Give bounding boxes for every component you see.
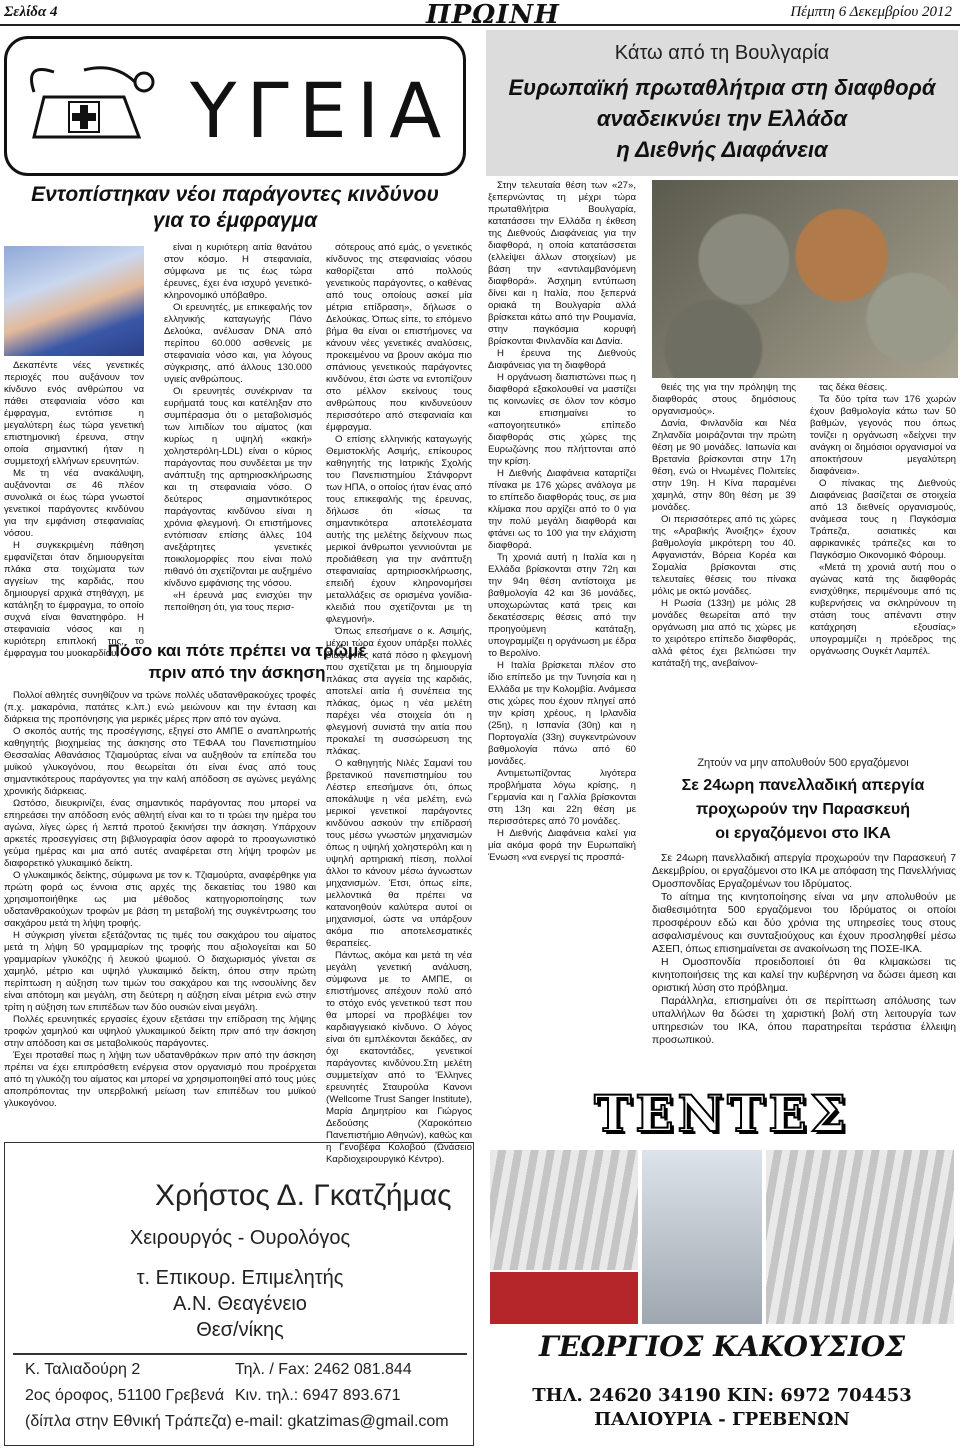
paragraph: Η Ομοσπονδία προειδοποιεί ότι θα κλιμακώσει τις κινητοποιήσεις της και καλεί την κυβέρνηση να δώσει άμεση και οριστική λύση στο πρόβλημα. — [652, 957, 956, 994]
article4-headline-line1: Σε 24ωρη πανελλαδική απεργία — [681, 777, 925, 794]
article4-headline — [650, 774, 956, 846]
paragraph: είναι η κυριότερη αιτία θανάτου στον κόσμο. Η στεφανιαία, σύμφωνα με τις έως τώρα έρευνες, έχει ένα ισχυρό γενετικό-κληρονομικό υπόβαθρο. — [164, 242, 312, 301]
awnings-title: ΤΕΝΤΕΣ — [594, 1084, 850, 1143]
paragraph: Η Διεθνής Διαφάνεια καταρτίζει πίνακα με 176 χώρες ανάλογα με το επίπεδο διαφθοράς τους, σε μια κλίμακα που αρχίζει από το 0 για την πολύ μεγάλη διαφθορά και φτάνει ως το 100 για την ελάχιστη διαφθορά. — [488, 468, 636, 551]
article3-column1 — [488, 180, 636, 1070]
awning-photo-3 — [642, 1150, 762, 1324]
paragraph: Δανία, Φινλανδία και Νέα Ζηλανδία μοιράζονται την πρώτη θέση με 90 μονάδες. Ιαπωνία και Βρετανία βρίσκονται στην 17η θέση, ενώ οι Ηνωμένες Πολιτείες στην 19η. Η Κίνα παραμένει χαμηλά, στην 80η θέση με 39 μονάδες. — [652, 418, 796, 513]
article2-headline-line2: πριν από την άσκηση — [148, 663, 326, 682]
article1-headline-line1: Εντοπίστηκαν νέοι παράγοντες κινδύνου — [31, 183, 439, 206]
masthead: ΠΡΩΙΝΗ — [426, 0, 560, 30]
article3-subtitle: Κάτω από τη Βουλγαρία — [614, 42, 830, 64]
article1-photo — [4, 246, 144, 356]
article3-column2 — [652, 382, 796, 752]
doctor-address-line2: 2ος όροφος, 51100 Γρεβενά — [25, 1387, 225, 1404]
paragraph: θειές της για την πρόληψη της διαφθοράς στους δημόσιους οργανισμούς». — [652, 382, 796, 417]
paragraph: Οι περισσότερες από τις χώρες της «Αραβικής Άνοιξης» έχουν βαθμολογία μικρότερη του 40. Αφγανιστάν, Βόρεια Κορέα και Σομαλία βρίσκονται στις τελευταίες θέσεις του πίνακα μόλις με οκτώ μονάδες. — [652, 514, 796, 597]
paragraph: Πολλοί αθλητές συνηθίζουν να τρώνε πολλές υδατανθρακούχες τροφές (π.χ. μακαρόνια, πατάτες κ.λπ.) ενώ μειώνουν και την ένταση και διάρκεια της προπόνησης για μερικές μέρες πριν από τον αγώνα. — [4, 690, 316, 725]
paragraph: Ο καθηγητής Νιλές Σαμανί του βρετανικού πανεπιστημίου του Λέστερ επεσήμανε ότι, όπως αποκάλυψε η νέα μελέτη, ενώ μερικοί γενετικοί παράγοντες κινδύνου ασκούν την επίδρασή τους μέσω γνωστών μηχανισμών όπως η υψηλή χοληστερόλη και η υψηλή αρτηριακή πίεση, πολλοί άλλοι το κάνουν μέσω άγνωστων μηχανισμών. Έτσι, όπως είπε, μελλοντικά θα πρέπει να κατανοηθούν καλύτερα αυτοί οι μηχανισμοί, ώστε να υπάρξουν ακόμα πιο αποτελεσματικές θεραπείες. — [326, 758, 472, 949]
doctor-specialty: Χειρουργός - Ουρολόγος — [129, 1227, 351, 1249]
paragraph: Η οργάνωση διαπιστώνει πως η διαφθορά εξακολουθεί να μαστίζει τις κοινωνίες σε όλον τον κόσμο και επισημαίνει το «απογοητευτικό» επίπεδο διαφθοράς στις χώρες της Ευρωζώνης που πλήττονται από την κρίση. — [488, 372, 636, 467]
awnings-contact — [486, 1384, 958, 1432]
paragraph: Η έρευνα της Διεθνούς Διαφάνειας για τη διαφθορά — [488, 348, 636, 371]
paragraph: Στην τελευταία θέση των «27», ξεπερνώντας τη μέχρι τώρα πρωταθλήτρια Βουλγαρία, κατατάσσει την Ελλάδα η έκθεση της Διεθνούς Διαφάνειας για την διαφθορά, η οποία κατατάσσεται (ελλείψει άλλων στοιχείων) με βάση την «αντιλαμβανόμενη διαφθορά». Άσχημη εντύπωση δίνει και η Ιταλία, που ξεπερνά οριακά τη Βουλγαρία αλλά βρίσκεται κάτω από την Ρουμανία, στην παγκόσμια κορυφή βρίσκονται Φινλανδία και Δανία. — [488, 180, 636, 347]
medical-bag-icon — [14, 42, 164, 162]
page-number: Σελίδα 4 — [4, 4, 58, 20]
article1-column2 — [164, 242, 312, 630]
awning-photo-1 — [490, 1150, 638, 1270]
awnings-phones: ΤΗΛ. 24620 34190 ΚΙΝ: 6972 704453 — [532, 1385, 912, 1406]
awnings-location: ΠΑΛΙΟΥΡΙΑ - ΓΡΕΒΕΝΩΝ — [594, 1409, 850, 1430]
paragraph: Ο πίνακας της Διεθνούς Διαφάνειας βασίζεται σε στοιχεία από 13 διεθνείς οργανισμούς, ανάμεσα τους η Παγκόσμια Τράπεζα, ασιατικές και αφρικανικές τράπεζες και το Παγκόσμιο Οικονομικό Φόρουμ. — [810, 478, 956, 561]
article2-headline — [4, 640, 470, 684]
paragraph: Οι ερευνητές, με επικεφαλής τον ελληνικής καταγωγής Πάνο Δελούκα, ανέλυσαν DNA από περίπου 60.000 ασθενείς με στεφανιαία νόσο και, για λόγους σύγκρισης, από άλλους 130.000 υγιείς ανθρώπους. — [164, 302, 312, 385]
paragraph: Η σύγκριση γίνεται εξετάζοντας τις τιμές του σακχάρου του αίματος μετά τη λήψη 50 γραμμαρίων της τροφής που αξιολογείται και 50 γραμμαρίων γλυκόζης ή λευκού ψωμιού. Ο διαχωρισμός γίνεται σε χαμηλό, μέτριο και υψηλό γλυκαιμικό δείκτη, όπου στην πρώτη περίπτωση η αύξηση των τιμών του σακχάρου και της ινσουλίνης δεν είναι απότομη και μεγάλη, στη δεύτερη η αύξηση είναι μέτρια ενώ στην τρίτη η αύξηση των επιπέδων των δύο ουσιών είναι μεγάλη. — [4, 930, 316, 1013]
paragraph: «Μετά τη χρονιά αυτή που ο αγώνας κατά της διαφθοράς ενισχύθηκε, περιμένουμε από τις κυβερνήσεις να σκληρύνουν τη στάση τους απέναντι στην κατάχρηση εξουσίας» υπογραμμίζει η πρόεδρος της οργάνωσης Ουγκέτ Λαμπέλ. — [810, 562, 956, 657]
awnings-owner: ΓΕΩΡΓΙΟΣ ΚΑΚΟΥΣΙΟΣ — [539, 1330, 905, 1363]
paragraph: Πολλές ερευνητικές εργασίες έχουν εξετάσει την επίδραση της λήψης τροφών χαμηλού και υψηλού γλυκαιμικού δείκτη πριν από την άσκηση στην απόδοση και σε μεταβολικούς παράγοντες. — [4, 1014, 316, 1049]
paragraph: Ωστόσο, διευκρινίζει, ένας σημαντικός παράγοντας που μπορεί να επηρεάσει την απόδοση ενός αθλητή είναι και το τι τρώει την ημέρα του αγώνα, λίγες ώρες ή λεπτά προτού ξεκινήσει την άσκηση. Υπάρχουν αρκετές προσεγγίσεις στη βιβλιογραφία όσον αφορά το προαγωνιστικό γεύμα ημέρας και μια από αυτές αναφέρεται στη λήψη τροφών με διαφορετικό γλυκαιμικό δείκτη. — [4, 798, 316, 869]
article1-headline-line2: για το έμφραγμα — [152, 209, 318, 232]
paragraph: Πάντως, ακόμα και μετά τη νέα μεγάλη γενετική ανάλυση, σύμφωνα με το ΑΜΠΕ, οι επιστήμονες απέχουν πολύ από το στόχο ενός γενετικού τεστ που θα μπορεί να προβλέψει τον καρδιαγγειακό κίνδυνο. Ο λόγος είναι ότι εμπλέκονται δεκάδες, αν όχι εκατοντάδες, γενετικοί παράγοντες κινδύνου.Στη μελέτη συμμετείχαν από το 'Ελληνες ερευνητές Σταυρούλα Κανονι (Wellcome Trust Sanger Institute), Μαρία Δημητρίου και Γιώργος Δεδούσης (Χαροκόπειο Πανεπιστήμιο Αθηνών), καθώς και η Γενοβέφα Κολοβού (Ωνάσειο Καρδιοχειρουργικό Κέντρο). — [326, 950, 472, 1165]
doctor-ad — [4, 1142, 474, 1446]
article2-headline-line1: Πόσο και πότε πρέπει να τρώμε — [107, 641, 367, 660]
paragraph: Ο επίσης ελληνικής καταγωγής Θεμιστοκλής Ασιμής, επίκουρος καθηγητής της Ιατρικής Σχολής του Πανεπιστημίου Στάνφορντ των ΗΠΑ, ο οποίος ήταν ένας από τους επικεφαλής της έρευνας, δήλωσε ότι «ίσως τα σημαντικότερα αποτελέσματα αυτής της μελέτης δείχνουν πως μερικοί άνθρωποι γεννιούνται με προδιάθεση για την ανάπτυξη στεφανιαίας αρτηριοσκλήρωσης, επειδή έχουν κληρονομήσει μεταλλάξεις σε ορισμένα γονίδια-κλειδιά που σχετίζονται με τη φλεγμονή». — [326, 434, 472, 625]
article4-headline-line2: προχωρούν την Παρασκευή — [696, 801, 910, 818]
paragraph: Η Ρωσία (133η) με μόλις 28 μονάδες θεωρείται από την οργάνωση μια από τις χώρες με το χειρότερο επίπεδο διαφθοράς, αλλά φέτος έχει βελτιώσει την κατάταξή της, ανεβαίνον- — [652, 598, 796, 669]
paragraph: σότερους από εμάς, ο γενετικός κίνδυνος της στεφανιαίας νόσου καθορίζεται από πολλούς γενετικούς παράγοντες, ο καθένας από τους οποίους ασκεί μία μέτρια επίδραση», δήλωσε ο Δελούκας. Όπως είπε, το επόμενο βήμα θα είναι οι επιστήμονες να κάνουν νέες γενετικές αναλύσεις, προκειμένου να βρουν ακόμα πιο σπάνιους γενετικούς παράγοντες κινδύνου, έτσι ώστε να εντοπίζουν στο μέλλον εκείνους τους ανθρώπους που κινδυνεύουν περισσότερο από στεφανιαία και έμφραγμα. — [326, 242, 472, 433]
article3-headline-line3: η Διεθνής Διαφάνεια — [616, 137, 828, 162]
article3-headline-line1: Ευρωπαϊκή πρωταθλήτρια στη διαφθορά — [508, 75, 936, 100]
paragraph: «Η έρευνά μας ενισχύει την πεποίθηση ότι, για τους περισ- — [164, 590, 312, 613]
doctor-email: e-mail: gkatzimas@gmail.com — [235, 1413, 449, 1430]
section-title: ΥΓΕΙΑ — [190, 66, 452, 155]
article3-headline-line2: αναδεικνύει την Ελλάδα — [596, 106, 848, 131]
paragraph: Αντιμετωπίζοντας λιγότερα προβλήματα λόγω κρίσης, η Γερμανία και η Γαλλία βρίσκονται στη 13η και 22η θέση με περισσότερες από 70 μονάδες. — [488, 768, 636, 827]
article3-headline — [486, 72, 958, 165]
paragraph: τας δέκα θέσεις. — [819, 382, 888, 393]
article4-headline-line3: οι εργαζόμενοι στο ΙΚΑ — [715, 825, 891, 842]
article4-body — [652, 852, 956, 1074]
doctor-title: τ. Επικουρ. Επιμελητής — [136, 1267, 344, 1289]
article3-column3 — [810, 382, 956, 752]
awning-photo-2 — [490, 1272, 638, 1324]
issue-date: Πέμπτη 6 Δεκεμβρίου 2012 — [790, 4, 952, 20]
article2-body — [4, 690, 316, 1136]
paragraph: Σε 24ωρη πανελλαδική απεργία προχωρούν την Παρασκευή 7 Δεκεμβρίου, οι εργαζόμενοι στο ΙΚΑ με απόφαση της Πανελλήνιας Ομοσπονδίας Εργαζομένων του Ιδρύματος. — [652, 853, 956, 890]
doctor-hospital: Α.Ν. Θεαγένειο — [173, 1293, 307, 1315]
paragraph: Έχει προταθεί πως η λήψη των υδατανθράκων πριν από την άσκηση πρέπει να έχει επιπρόσθετη ενέργεια στον οργανισμό που προέρχεται από τη γλυκόζη του αίματος και μπορεί να χρησιμοποιηθεί από τους μύες αποπρόποντας την υπερβολική μείωση των επιπέδων του μυϊκού γλυκογόνου. — [4, 1050, 316, 1109]
divider — [13, 1353, 467, 1355]
paragraph: Η συγκεκριμένη πάθηση εμφανίζεται όταν δημιουργείται πλάκα στα τοιχώματα των αγγείων της καρδιάς, που δημιουργεί αρχικά στηθάγχη, με κατάληξη το έμφραγμα, το οποίο συχνά είναι θανατηφόρο. Η στεφανιαία νόσος και η κυριότερη επιπλοκή της, το έμφραγμα του μυοκαρδίου, — [4, 540, 144, 659]
paragraph: Παράλληλα, επισημαίνει ότι σε περίπτωση απόλυσης των υπαλλήλων θα δώσει τη χαριστική βολή στη λειτουργία των υπηρεσιών του ΙΚΑ, όπου παρατηρείται τεράστια έλλειψη προσωπικού. — [652, 996, 956, 1046]
paragraph: Όπως επεσήμανε ο κ. Ασιμής, μέχρι τώρα έχουν υπάρξει πολλές διαφωνίες κατά πόσο η φλεγμονή που σχετίζεται με τη δημιουργία πλάκας στα αγγεία της καρδιάς, αποτελεί αιτία ή συνέπεια της πλάκας, όμως η νέα μελέτη παρέχει νέα στοιχεία ότι η φλεγμονή συνιστά την αιτία που προκαλεί τη συσσώρευση της πλάκας. — [326, 626, 472, 757]
paragraph: Τη χρονιά αυτή η Ιταλία και η Ελλάδα βρίσκονται στην 72η και την 94η θέση αντίστοιχα με βαθμολογία 42 και 36 μονάδες, υποχωρώντας κατά τρεις και δεκατέσσερις θέσεις από την προηγούμενη κατάταξη, υπογραμμίζει η οργάνωση με έδρα το Βερολίνο. — [488, 552, 636, 659]
doctor-mobile: Κιν. τηλ.: 6947 893.671 — [235, 1387, 401, 1404]
paragraph: Η Ιταλία βρίσκεται πλέον στο ίδιο επίπεδο με την Τυνησία και η Ελλάδα με την Κολομβία. Ανάμεσα στις χώρες που έχουν πληγεί από την κρίση χρέους, η Ιρλανδία (25η), η Ισπανία (30η) και η Πορτογαλία (33η) συγκεντρώνουν βαθμολογία πάνω από 60 μονάδες. — [488, 660, 636, 767]
paragraph: Ο γλυκαιμικός δείκτης, σύμφωνα με τον κ. Τζιαμούρτα, αναφέρθηκε για πρώτη φορά ως έννοια στις αρχές της δεκαετίας του 1980 και χρησιμοποιήθηκε ως μια μέθοδος κατηγοριοποίησης των υδατανθρακούχων τροφών με βάση τη μεταβολή της συγκέντρωσης του σακχάρου μετά τη λήψη τροφής. — [4, 870, 316, 929]
paragraph: Τα δύο τρίτα των 176 χωρών έχουν βαθμολογία κάτω των 50 βαθμών, γεγονός που όπως τονίζει η οργάνωση «δείχνει την ανάγκη οι δημόσιοι οργανισμοί να αποκτήσουν μεγαλύτερη διαφάνεια». — [810, 394, 956, 477]
paragraph: Οι ερευνητές συνέκριναν τα ευρήματά τους και κατέληξαν στο συμπέρασμα ότι ο μεταβολισμός των λιπιδίων του αίματος (και κυρίως η υψηλή «κακή» χοληστερόλη-LDL) είναι ο κύριος παράγοντας που συνδέεται με την ανάπτυξη της αρτηριοσκλήρωσης και τη στεφανιαία νόσο. Ο δεύτερος σημαντικότερος παράγοντας κινδύνου είναι η χρόνια φλεγμονή. Οι επιστήμονες εντόπισαν επίσης άλλες 104 ανεξάρτητες γενετικές ποικιλομορφίες που είναι πολύ πιθανό ότι σχετίζονται με αυξημένο κίνδυνο εμφάνισης της νόσου. — [164, 386, 312, 589]
doctor-name: Χρήστος Δ. Γκατζήμας — [155, 1179, 452, 1212]
coins-photo — [652, 180, 958, 378]
doctor-address-line1: Κ. Ταλιαδούρη 2 — [25, 1361, 141, 1378]
doctor-address-line3: (δίπλα στην Εθνική Τράπεζα) — [25, 1413, 232, 1430]
paragraph: Δεκαπέντε νέες γενετικές περιοχές που αυξάνουν τον κίνδυνο ενός ανθρώπου να πάθει στεφανιαία νόσο και έμφραγμα, εντόπισε η μεγαλύτερη έως τώρα γενετική επιστημονική έρευνα, στην οποία σημαντική ήταν η συμμετοχή ελλήνων ερευνητών. — [4, 360, 144, 467]
paragraph: Η Διεθνής Διαφάνεια καλεί για μία ακόμα φορά την Ευρωπαϊκή Ένωση «να ενεργεί τις προσπά- — [488, 828, 636, 863]
article1-column3 — [326, 242, 472, 1165]
article4-pretitle: Ζητούν να μην απολυθούν 500 εργαζόμενοι — [697, 757, 909, 769]
article1-headline — [0, 182, 470, 234]
paragraph: Με τη νέα ανακάλυψη, αυξάνονται σε 46 πλέον συνολικά οι έως τώρα γνωστοί γενετικοί παράγοντες κινδύνου για την εμφάνιση στεφανιαίας νόσου. — [4, 468, 144, 539]
paragraph: Το αίτημα της κινητοποίησης είναι να μην απολυθούν με διαθεσιμότητα 500 εργαζόμενοι του Ιδρύματος οι οποίοι προσφέρουν εδώ και δύο χρόνια της υπηρεσίες τους στους ασφαλισμένους και συνταξιούχους και έχουν προσληφθεί μέσω ΑΣΕΠ, όπως επισημαίνεται σε ανακοίνωση της ΠΟΣΕ-ΙΚΑ. — [652, 892, 956, 955]
doctor-city: Θεσ/νίκης — [196, 1319, 284, 1341]
doctor-phone: Τηλ. / Fax: 2462 081.844 — [235, 1361, 412, 1378]
paragraph: Ο σκοπός αυτής της προσέγγισης, εξηγεί στο ΑΜΠΕ ο αναπληρωτής καθηγητής βιοχημείας της άσκησης στο ΤΕΦΑΑ του Πανεπιστημίου Θεσσαλίας Αθανάσιος Τζιαμούρτας είναι να αυξηθούν τα επίπεδα του μυϊκού γλυκογόνου, που θεωρείται ότι είναι ένας από τους σημαντικότερους παράγοντες για την καλή απόδοση σε αγώνες μεγάλης χρονικής διάρκειας. — [4, 726, 316, 797]
article1-column1 — [4, 360, 144, 659]
awning-photo-4 — [766, 1150, 954, 1324]
